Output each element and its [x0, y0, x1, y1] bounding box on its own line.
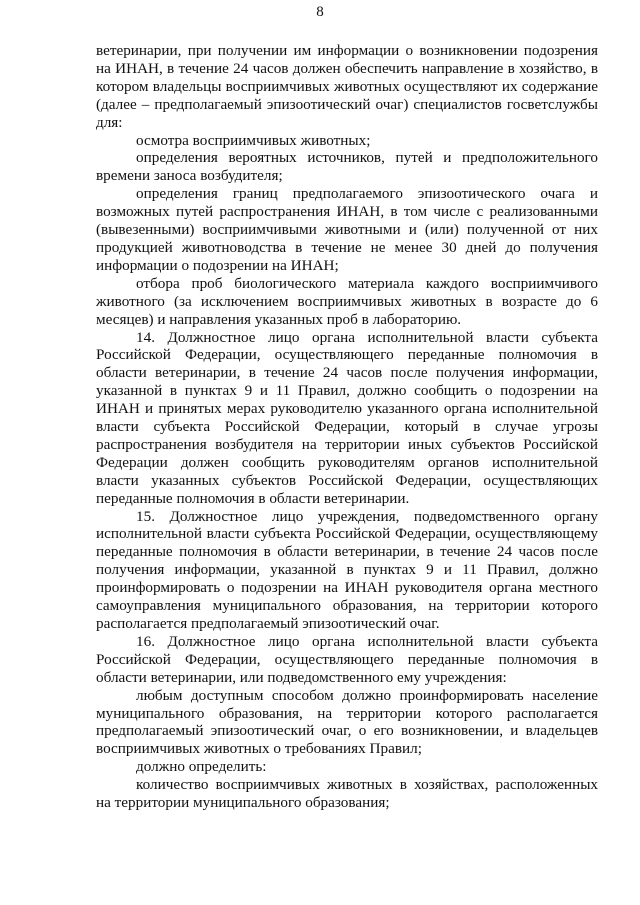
document-body — [96, 42, 598, 812]
paragraph-sources: определения вероятных источников, путей и предположительного времени заноса возбудителя; — [96, 149, 598, 185]
paragraph-continuation: ветеринарии, при получении им информации о возникновении подозрения на ИНАН, в течение 24 часов должен обеспечить направление в хозяйство, в котором владельцы восприимчивых животных осуществляют их содержание (далее – предполагаемый эпизоотический очаг) специалистов госветслужбы для: — [96, 42, 598, 131]
paragraph-inform-population: любым доступным способом должно проинформировать население муниципального образования, на территории которого располагается предполагаемый эпизоотический очаг, о его возникновении, и владельцев восприимчивых животных о требованиях Правил; — [96, 686, 598, 758]
page-number: 8 — [316, 4, 324, 20]
paragraph-item-14: 14. Должностное лицо органа исполнительной власти субъекта Российской Федерации, осуществляющего переданные полномочия в области ветеринарии, в течение 24 часов после получения информации, указанной в пунктах 9 и 11 Правил, должно сообщить о подозрении на ИНАН и принятых мерах руководителю указанного органа исполнительной власти субъекта Российской Федерации, который в случае угрозы распространения возбудителя на территории иных субъектов Российской Федерации должен сообщить руководителям органов исполнительной власти указанных субъектов Российской Федерации, осуществляющих переданные полномочия в области ветеринарии. — [96, 328, 598, 507]
paragraph-boundaries: определения границ предполагаемого эпизоотического очага и возможных путей распространения ИНАН, в том числе с реализованными (вывезенными) восприимчивыми животными и (или) полученной от них продукцией животноводства в течение не менее 30 дней до получения информации о подозрении на ИНАН; — [96, 185, 598, 274]
paragraph-item-15: 15. Должностное лицо учреждения, подведомственного органу исполнительной власти субъекта Российской Федерации, осуществляющему переданные полномочия в области ветеринарии, в течение 24 часов после получения информации, указанной в пунктах 9 и 11 Правил, должно проинформировать о подозрении на ИНАН руководителя органа местного самоуправления муниципального образования, на территории которого располагается предполагаемый эпизоотический очаг. — [96, 507, 598, 632]
paragraph-animal-count: количество восприимчивых животных в хозяйствах, расположенных на территории муниципального образования; — [96, 776, 598, 812]
paragraph-inspection: осмотра восприимчивых животных; — [136, 131, 371, 149]
paragraph-sampling: отбора проб биологического материала каждого восприимчивого животного (за исключением восприимчивых животных в возрасте до 6 месяцев) и направления указанных проб в лабораторию. — [96, 274, 598, 328]
paragraph-must-determine: должно определить: — [136, 758, 267, 776]
paragraph-item-16: 16. Должностное лицо органа исполнительной власти субъекта Российской Федерации, осуществляющего переданные полномочия в области ветеринарии, или подведомственного ему учреждения: — [96, 632, 598, 686]
